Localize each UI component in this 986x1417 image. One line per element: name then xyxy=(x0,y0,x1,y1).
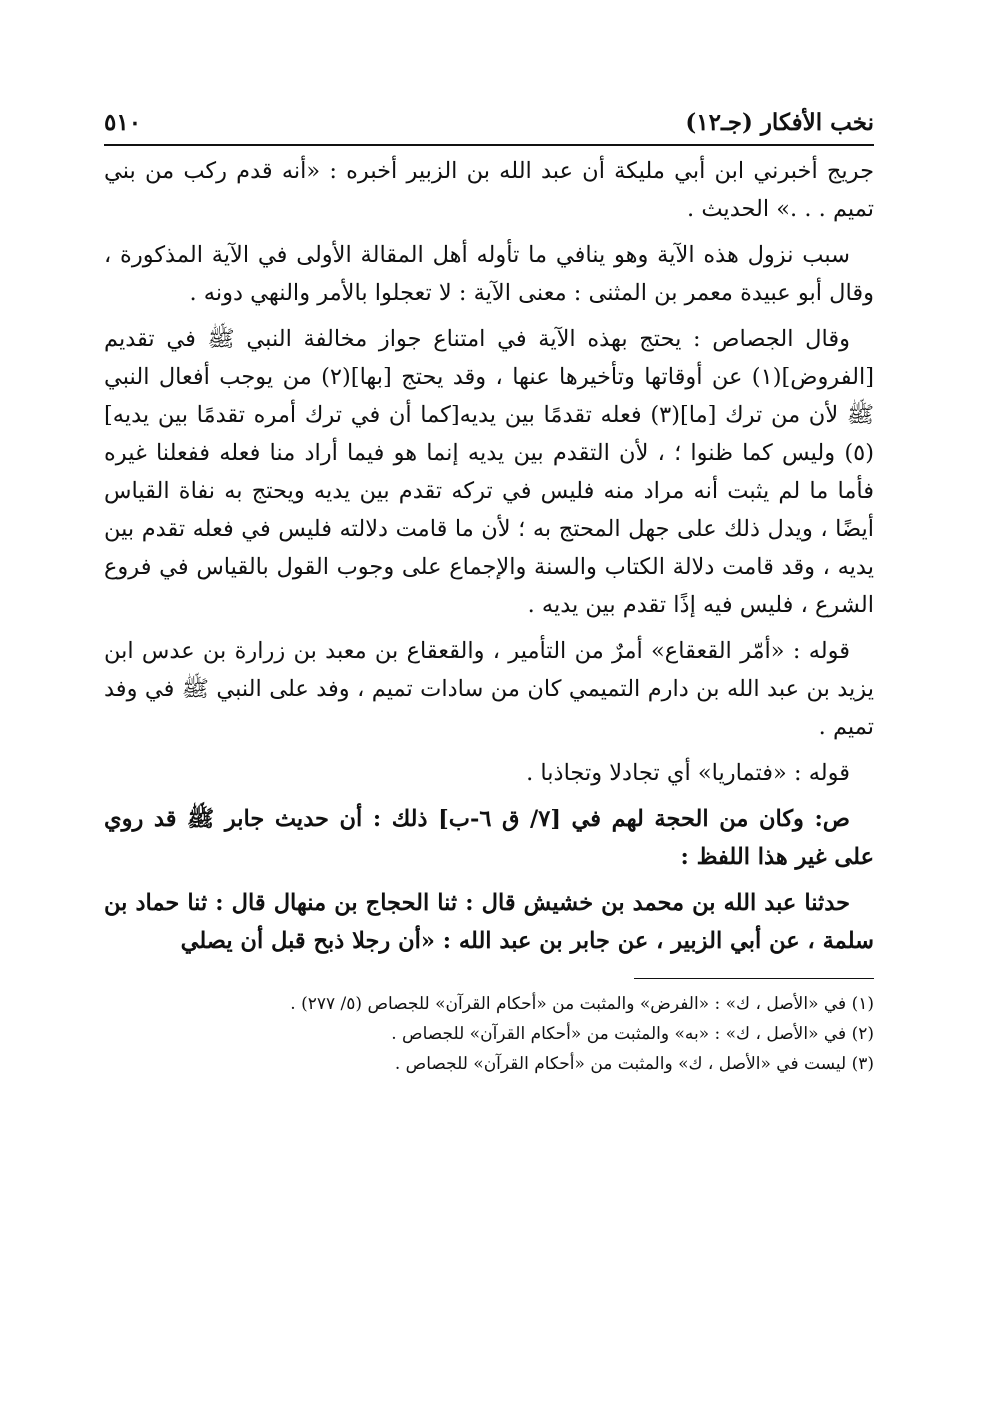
paragraph-5: قوله : «فتماريا» أي تجادلا وتجاذبا . xyxy=(526,760,850,786)
book-title: نخب الأفكار (جـ١٢) xyxy=(685,108,874,136)
header-rule xyxy=(104,144,874,146)
paragraph-7: حدثنا عبد الله بن محمد بن خشيش قال : ثنا الحجاج بن منهال قال : ثنا حماد بن سلمة ، عن أبي الزبير ، عن جابر بن عبد الله : «أن رجلا ذبح قبل أن يصلي xyxy=(104,890,874,954)
paragraph-6: ص: وكان من الحجة لهم في [٧/ ق ٦-ب] ذلك : أن حديث جابر ﷺ قد روي على غير هذا اللفظ : xyxy=(104,806,874,870)
paragraph-3: وقال الجصاص : يحتج بهذه الآية في امتناع جواز مخالفة النبي ﷺ في تقديم [الفروض](١) عن أوقاتها وتأخيرها عنها ، وقد يحتج [بها](٢) من يوجب أفعال النبي ﷺ لأن من ترك [ما](٣) فعله تقدمًا بين يديه[كما أن في ترك أمره تقدمًا بين يديه](٥) وليس كما ظنوا ؛ ، لأن التقدم بين يديه إنما هو فيما أراد منا فعله ففعلنا غيره فأما ما لم يثبت أنه مراد منه فليس في تركه تقدم بين يديه ويحتج به نفاة القياس أيضًا ، ويدل ذلك على جهل المحتج به ؛ لأن ما قامت دلالته فليس في فعله تقدم بين يديه ، وقد قامت دلالة الكتاب والسنة والإجماع على وجوب القول بالقياس في فروع الشرع ، فليس فيه إذًا تقدم بين يديه . xyxy=(104,326,874,618)
footnote-2: (٢) في «الأصل ، ك» : «به» والمثبت من «أحكام القرآن» للجصاص . xyxy=(391,1024,874,1044)
paragraph-1: جريج أخبرني ابن أبي مليكة أن عبد الله بن الزبير أخبره : «أنه قدم ركب من بني تميم . . .» الحديث . xyxy=(104,158,874,222)
footnotes xyxy=(104,989,874,1079)
page-number: ٥١٠ xyxy=(104,108,142,136)
paragraph-2: سبب نزول هذه الآية وهو ينافي ما تأوله أهل المقالة الأولى في الآية المذكورة ، وقال أبو عبيدة معمر بن المثنى : معنى الآية : لا تعجلوا بالأمر والنهي دونه . xyxy=(104,242,874,306)
footnote-3: (٣) ليست في «الأصل ، ك» والمثبت من «أحكام القرآن» للجصاص . xyxy=(394,1054,874,1074)
document-page xyxy=(104,100,874,1079)
paragraph-4: قوله : «أمّر القعقاع» أمرٌ من التأمير ، والقعقاع بن معبد بن زرارة بن عدس ابن يزيد بن عبد الله بن دارم التميمي كان من سادات تميم ، وفد على النبي ﷺ في وفد تميم . xyxy=(104,638,874,740)
footnote-separator xyxy=(634,978,874,979)
footnote-1: (١) في «الأصل ، ك» : «الفرض» والمثبت من «أحكام القرآن» للجصاص (٥/ ٢٧٧) . xyxy=(290,994,874,1014)
body-text xyxy=(104,152,874,960)
page-header xyxy=(104,100,874,144)
